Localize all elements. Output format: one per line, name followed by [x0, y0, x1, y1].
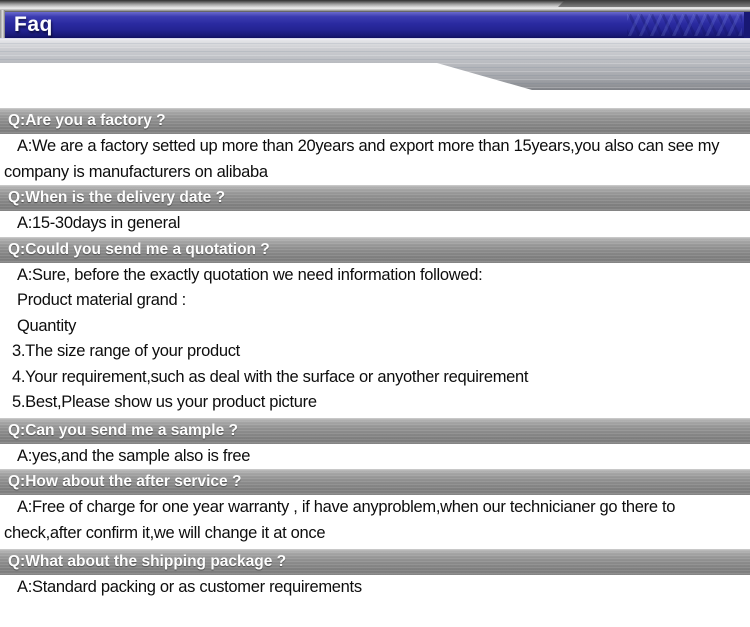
faq-item-sample — [0, 418, 750, 470]
answer-line: A:Standard packing or as customer requirements — [17, 578, 362, 596]
faq-item-delivery-date — [0, 185, 750, 237]
answer-line: A:Free of charge for one year warranty , if have anyproblem,when our technicianer go there to — [17, 498, 676, 516]
page-title: Faq — [14, 13, 53, 36]
question-text: Q:When is the delivery date ? — [8, 189, 226, 206]
question-bar — [0, 418, 750, 444]
faq-item-quotation — [0, 237, 750, 416]
question-text: Q:What about the shipping package ? — [8, 553, 287, 570]
silver-band — [0, 38, 750, 90]
title-bar-right-edge — [744, 12, 750, 38]
question-text: Q:Can you send me a sample ? — [8, 421, 238, 439]
question-bar — [0, 237, 750, 263]
question-bar — [0, 108, 750, 134]
answer-line: A:15-30days in general — [17, 214, 181, 232]
answer-line: A:yes,and the sample also is free — [17, 446, 251, 465]
question-bar — [0, 549, 750, 575]
answer-line: Quantity — [17, 316, 77, 335]
answer-line: 4.Your requirement,such as deal with the surface or anyother requirement — [12, 367, 529, 386]
answer-line: company is manufacturers on alibaba — [4, 162, 268, 181]
faq-item-shipping-package — [0, 549, 750, 601]
question-text: Q:How about the after service ? — [8, 473, 242, 490]
question-text: Q:Could you send me a quotation ? — [8, 240, 270, 258]
question-bar — [0, 185, 750, 211]
question-text: Q:Are you a factory ? — [8, 112, 166, 129]
answer-line: A:We are a factory setted up more than 20years and export more than 15years,you also can see my — [17, 137, 720, 155]
top-strip-dark-segment — [558, 0, 750, 7]
faq-header-banner — [0, 0, 750, 108]
chevron-pattern-decoration — [627, 14, 742, 36]
faq-title-bar — [5, 12, 750, 38]
answer-line: 5.Best,Please show us your product picture — [12, 393, 317, 411]
answer-line: Product material grand : — [17, 291, 186, 309]
faq-item-after-service — [0, 469, 750, 546]
faq-item-factory — [0, 108, 750, 185]
question-bar — [0, 469, 750, 495]
answer-line: 3.The size range of your product — [12, 342, 240, 360]
answer-line: A:Sure, before the exactly quotation we need information followed: — [17, 265, 483, 284]
left-metal-edge — [0, 10, 5, 38]
faq-list — [0, 108, 750, 601]
answer-line: check,after confirm it,we will change it at once — [4, 523, 326, 542]
